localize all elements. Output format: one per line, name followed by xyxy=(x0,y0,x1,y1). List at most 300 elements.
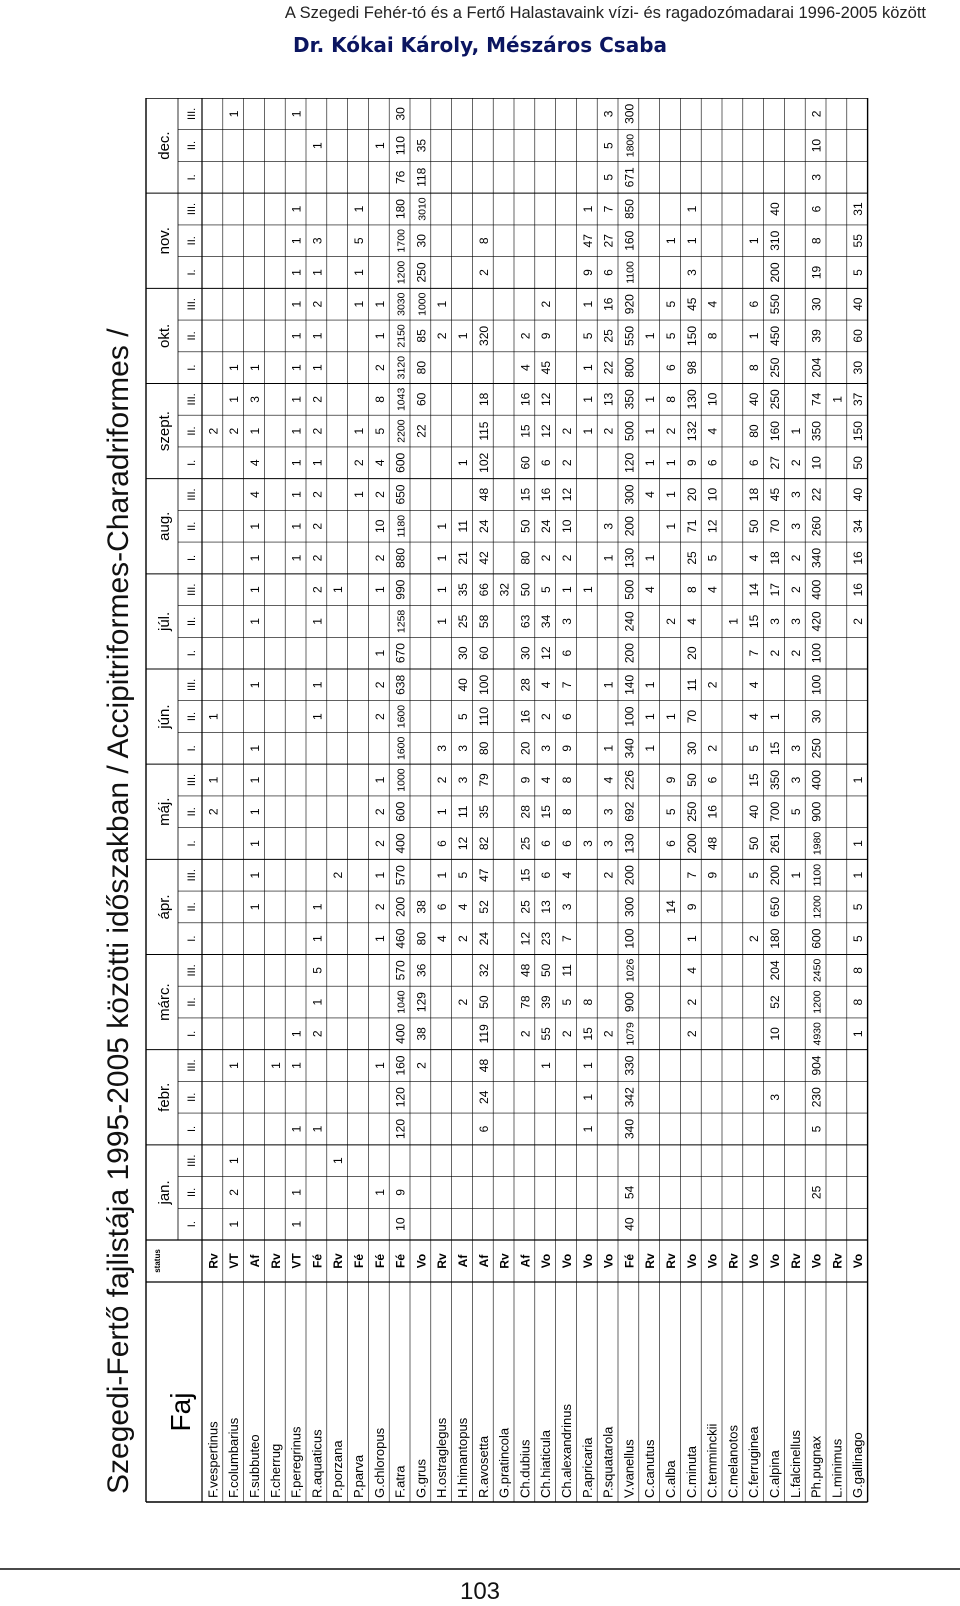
month-header: nov. xyxy=(156,227,173,255)
table-cell: 6 xyxy=(705,459,720,467)
table-cell: 15 xyxy=(747,773,762,787)
table-cell: 120 xyxy=(622,452,637,473)
decade-header: III. xyxy=(186,773,198,787)
table-cell: 6 xyxy=(435,903,450,911)
table-cell: 4 xyxy=(747,713,762,720)
table-cell: 20 xyxy=(684,646,699,660)
table-cell: 1800 xyxy=(624,133,637,158)
status-code: Vo xyxy=(809,1253,824,1269)
table-cell: 4 xyxy=(539,681,554,689)
table-cell: 9 xyxy=(518,776,533,784)
species-name: C.ferruginea xyxy=(746,1426,762,1498)
table-cell: 22 xyxy=(809,487,824,502)
table-cell: 600 xyxy=(809,928,824,949)
table-cell: 4 xyxy=(456,903,470,911)
table-cell: 2 xyxy=(601,427,616,435)
table-cell: 1 xyxy=(248,618,262,625)
decade-header: I. xyxy=(186,745,198,752)
table-cell: 42 xyxy=(476,551,491,565)
table-cell: 1 xyxy=(580,586,595,594)
table-cell: 5 xyxy=(851,935,866,942)
species-name: C.canutus xyxy=(642,1439,658,1498)
table-cell: 1 xyxy=(289,554,304,562)
table-cell: 1700 xyxy=(395,229,408,253)
status-code: Fé xyxy=(393,1253,408,1269)
decade-header: II. xyxy=(186,997,198,1007)
table-cell: 52 xyxy=(768,995,782,1009)
status-code: Rv xyxy=(331,1253,346,1269)
table-cell: 1 xyxy=(684,205,699,213)
table-cell: 1 xyxy=(830,396,845,403)
table-cell: 2 xyxy=(227,1189,242,1196)
status-code: Vo xyxy=(851,1253,866,1269)
species-name: R.aquaticus xyxy=(309,1429,325,1498)
species-name: F.atra xyxy=(392,1465,408,1498)
table-cell: 1 xyxy=(851,776,866,784)
table-cell: 4 xyxy=(705,586,720,594)
month-header: aug. xyxy=(156,511,173,541)
table-cell: 5 xyxy=(539,586,554,594)
decade-header: I. xyxy=(186,269,198,276)
table-cell: 1258 xyxy=(395,609,408,634)
table-cell: 2 xyxy=(539,300,554,308)
table-cell: 3 xyxy=(310,237,325,245)
decade-header: I. xyxy=(186,650,198,657)
table-cell: 340 xyxy=(622,1118,637,1139)
table-cell: 3 xyxy=(560,618,574,625)
table-cell: 1 xyxy=(310,269,325,276)
decade-header: II. xyxy=(186,807,198,817)
status-code: VT xyxy=(289,1253,304,1269)
species-name: C.melanotos xyxy=(725,1425,741,1498)
table-cell: 102 xyxy=(476,452,491,473)
table-cell: 1 xyxy=(372,649,387,657)
table-cell: 100 xyxy=(809,674,824,695)
table-cell: 1 xyxy=(643,332,658,340)
status-code: Fé xyxy=(622,1253,637,1269)
decade-header: I. xyxy=(186,1221,198,1228)
table-cell: 4 xyxy=(643,491,658,498)
table-cell: 15 xyxy=(580,1027,595,1041)
table-cell: 1 xyxy=(289,491,304,498)
table-cell: 1 xyxy=(580,364,595,371)
table-cell: 2 xyxy=(372,364,387,371)
table-cell: 50 xyxy=(747,836,762,851)
table-cell: 25 xyxy=(456,614,470,629)
table-cell: 6 xyxy=(705,776,720,784)
table-cell: 6 xyxy=(560,649,574,657)
table-cell: 2 xyxy=(705,681,720,689)
table-cell: 12 xyxy=(705,519,720,533)
table-cell: 2 xyxy=(476,269,491,276)
table-cell: 10 xyxy=(372,519,387,533)
table-cell: 82 xyxy=(476,836,491,851)
table-cell: 22 xyxy=(414,424,429,438)
table-cell: 1 xyxy=(289,1125,304,1133)
species-name: Ch.alexandrinus xyxy=(559,1404,574,1498)
table-cell: 2 xyxy=(372,554,387,562)
table-cell: 2 xyxy=(601,1030,616,1038)
table-cell: 1 xyxy=(435,586,450,594)
table-cell: 1 xyxy=(331,1157,346,1165)
page-rule xyxy=(0,1568,960,1570)
table-cell: 1 xyxy=(248,522,262,530)
running-head: A Szegedi Fehér-tó és a Fertő Halastavaink vízi- és ragadozómadarai 1996-2005 között xyxy=(284,4,926,22)
table-cell: 1 xyxy=(435,618,450,625)
table-cell: 34 xyxy=(539,614,554,629)
species-name: G.pratincola xyxy=(496,1427,512,1498)
table-cell: 5 xyxy=(352,237,366,245)
authors: Dr. Kókai Károly, Mészáros Csaba xyxy=(292,33,668,57)
table-cell: 2 xyxy=(352,459,366,467)
table-cell: 27 xyxy=(768,456,782,470)
table-cell: 5 xyxy=(456,713,470,720)
table-cell: 400 xyxy=(393,1023,408,1044)
table-cell: 1 xyxy=(435,522,450,530)
table-cell: 80 xyxy=(518,551,533,565)
table-cell: 21 xyxy=(456,551,470,565)
status-code: Fé xyxy=(310,1253,325,1269)
table-cell: 63 xyxy=(518,614,533,629)
table-cell: 1 xyxy=(372,871,387,879)
table-cell: 38 xyxy=(414,900,429,914)
table-cell: 3 xyxy=(456,744,470,752)
table-cell: 1 xyxy=(206,713,221,720)
decade-header: II. xyxy=(186,140,198,151)
table-cell: 3 xyxy=(788,776,803,784)
table-cell: 1 xyxy=(248,840,262,847)
table-cell: 14 xyxy=(747,583,762,597)
table-cell: 800 xyxy=(622,357,637,378)
table-cell: 5 xyxy=(456,871,470,879)
table-cell: 5 xyxy=(809,1125,824,1133)
table-cell: 11 xyxy=(456,805,470,818)
table-cell: 5 xyxy=(560,998,574,1006)
decade-header: III. xyxy=(186,869,198,882)
table-cell: 1600 xyxy=(395,736,408,760)
table-cell: 4 xyxy=(248,459,262,467)
table-cell: 5 xyxy=(601,173,616,181)
table-cell: 28 xyxy=(518,678,533,692)
table-cell: 160 xyxy=(622,230,637,251)
table-cell: 6 xyxy=(476,1125,491,1133)
table-cell: 130 xyxy=(684,389,699,410)
table-cell: 1 xyxy=(248,903,262,911)
table-cell: 3 xyxy=(768,1093,782,1101)
table-cell: 15 xyxy=(747,614,762,629)
table-cell: 6 xyxy=(560,713,574,720)
table-cell: 50 xyxy=(747,519,762,533)
table-cell: 8 xyxy=(476,237,491,245)
table-cell: 1 xyxy=(372,332,387,340)
table-cell: 76 xyxy=(393,170,408,184)
table-cell: 60 xyxy=(518,456,533,470)
species-name: L.minimus xyxy=(829,1438,845,1498)
month-header: ápr. xyxy=(156,894,173,920)
species-name: C.alba xyxy=(663,1460,678,1498)
table-cell: 16 xyxy=(539,487,554,502)
table-cell: 15 xyxy=(539,805,554,819)
decade-header: III. xyxy=(186,298,198,311)
table-cell: 692 xyxy=(622,801,637,822)
decade-header: I. xyxy=(186,935,198,942)
table-cell: 340 xyxy=(622,738,637,759)
table-cell: 1 xyxy=(643,427,658,435)
table-cell: 15 xyxy=(518,424,533,438)
table-cell: 6 xyxy=(601,269,616,276)
table-cell: 4 xyxy=(372,459,387,467)
table-cell: 2 xyxy=(456,998,470,1006)
table-cell: 3 xyxy=(560,903,574,911)
table-cell: 1 xyxy=(268,1062,283,1069)
species-name: F.cherrug xyxy=(267,1443,283,1498)
table-cell: 1 xyxy=(310,903,325,911)
table-cell: 1 xyxy=(289,522,304,530)
table-cell: 2 xyxy=(310,1030,325,1038)
table-cell: 60 xyxy=(851,329,866,343)
table-cell: 2 xyxy=(560,554,574,562)
table-cell: 85 xyxy=(414,329,429,343)
table-cell: 25 xyxy=(518,900,533,914)
table-cell: 2 xyxy=(684,1030,699,1038)
table-cell: 8 xyxy=(560,776,574,784)
table-cell: 1 xyxy=(248,776,262,784)
table-cell: 1040 xyxy=(395,990,408,1014)
table-cell: 4 xyxy=(684,967,699,974)
table-cell: 10 xyxy=(393,1217,408,1231)
table-cell: 350 xyxy=(768,770,782,791)
table-cell: 2 xyxy=(684,998,699,1006)
table-cell: 38 xyxy=(414,1027,429,1041)
table-cell: 1 xyxy=(289,1062,304,1069)
decade-header: II. xyxy=(186,426,198,436)
table-cell: 160 xyxy=(393,1055,408,1076)
table-cell: 35 xyxy=(414,138,429,153)
species-header: Faj xyxy=(165,1392,196,1432)
table-cell: 1 xyxy=(664,522,678,530)
table-cell: 7 xyxy=(560,681,574,689)
status-code: Rv xyxy=(788,1253,803,1269)
table-cell: 4 xyxy=(248,491,262,498)
table-cell: 1100 xyxy=(811,863,824,887)
table-cell: 2 xyxy=(206,427,221,435)
table-cell: 1 xyxy=(352,300,366,308)
table-cell: 66 xyxy=(476,583,491,597)
table-cell: 7 xyxy=(684,871,699,879)
table-cell: 100 xyxy=(809,643,824,664)
species-name: H.himantopus xyxy=(455,1417,470,1498)
table-cell: 1 xyxy=(289,237,304,245)
table-cell: 2 xyxy=(310,554,325,562)
table-cell: 600 xyxy=(393,452,408,473)
table-cell: 1600 xyxy=(395,704,408,729)
decade-header: I. xyxy=(186,840,198,847)
table-cell: 140 xyxy=(622,674,637,695)
table-cell: 1 xyxy=(788,427,803,435)
table-cell: 880 xyxy=(393,547,408,568)
table-cell: 1 xyxy=(352,269,366,276)
table-cell: 1 xyxy=(227,1157,242,1165)
table-cell: 35 xyxy=(456,583,470,597)
table-cell: 2 xyxy=(310,522,325,530)
table-cell: 1 xyxy=(851,1030,866,1038)
table-cell: 1 xyxy=(684,237,699,245)
table-cell: 18 xyxy=(747,487,762,502)
table-cell: 450 xyxy=(768,325,782,346)
table-cell: 8 xyxy=(747,364,762,371)
table-cell: 2 xyxy=(664,618,678,625)
table-cell: 3 xyxy=(788,618,803,625)
table-cell: 8 xyxy=(809,237,824,245)
table-cell: 460 xyxy=(393,928,408,949)
table-cell: 2 xyxy=(435,776,450,784)
table-cell: 48 xyxy=(705,836,720,851)
status-code: Fé xyxy=(352,1253,366,1269)
table-cell: 1 xyxy=(248,808,262,816)
table-cell: 120 xyxy=(393,1087,408,1108)
table-cell: 2 xyxy=(747,935,762,942)
table-cell: 3 xyxy=(788,522,803,530)
table-cell: 25 xyxy=(684,551,699,565)
table-cell: 1 xyxy=(227,110,242,118)
table-cell: 12 xyxy=(456,836,470,851)
table-cell: 30 xyxy=(518,646,533,660)
table-cell: 9 xyxy=(560,744,574,752)
table-cell: 11 xyxy=(684,678,699,692)
table-cell: 2 xyxy=(601,871,616,879)
table-cell: 2 xyxy=(518,332,533,340)
table-cell: 1 xyxy=(664,237,678,245)
table-cell: 5 xyxy=(310,967,325,974)
table-cell: 261 xyxy=(768,833,782,854)
table-cell: 1 xyxy=(372,1062,387,1069)
table-cell: 1 xyxy=(248,427,262,435)
table-cell: 400 xyxy=(809,579,824,600)
table-cell: 1 xyxy=(248,744,262,752)
page-number: 103 xyxy=(459,1578,501,1605)
table-cell: 8 xyxy=(372,396,387,403)
table-cell: 4 xyxy=(518,364,533,371)
species-name: F.columbarius xyxy=(226,1417,242,1498)
table-cell: 700 xyxy=(768,801,782,822)
table-cell: 27 xyxy=(601,234,616,248)
table-cell: 1 xyxy=(352,427,366,435)
table-cell: 300 xyxy=(622,103,637,124)
table-cell: 50 xyxy=(539,963,554,978)
table-cell: 2 xyxy=(560,459,574,467)
decade-header: I. xyxy=(186,364,198,371)
table-cell: 110 xyxy=(476,707,491,727)
table-cell: 550 xyxy=(768,294,782,315)
table-cell: 48 xyxy=(476,487,491,502)
rotated-species-table xyxy=(80,98,880,1540)
species-name: F.peregrinus xyxy=(288,1426,304,1498)
table-cell: 2 xyxy=(705,744,720,752)
table-cell: 119 xyxy=(476,1024,491,1044)
table-cell: 5 xyxy=(851,269,866,276)
table-cell: 1 xyxy=(435,554,450,562)
status-code: Vo xyxy=(747,1253,762,1269)
table-cell: 3 xyxy=(601,522,616,530)
status-code: Fé xyxy=(372,1253,387,1269)
table-cell: 2 xyxy=(851,618,866,625)
table-cell: 8 xyxy=(560,808,574,816)
table-cell: 35 xyxy=(476,805,491,819)
decade-header: III. xyxy=(186,393,198,406)
table-cell: 160 xyxy=(768,421,782,442)
table-cell: 54 xyxy=(622,1185,637,1200)
table-cell: 32 xyxy=(497,583,512,597)
table-cell: 1 xyxy=(372,586,387,594)
table-cell: 120 xyxy=(393,1118,408,1139)
decade-header: I. xyxy=(186,1030,198,1037)
table-cell: 45 xyxy=(539,360,554,375)
month-header: márc. xyxy=(156,983,173,1021)
status-code: Vo xyxy=(539,1253,554,1269)
table-cell: 3 xyxy=(788,744,803,752)
table-cell: 1 xyxy=(435,871,450,879)
table-cell: 250 xyxy=(414,262,429,283)
table-cell: 500 xyxy=(622,579,637,600)
table-cell: 3 xyxy=(788,491,803,498)
table-cell: 6 xyxy=(539,459,554,467)
table-cell: 5 xyxy=(747,871,762,879)
species-name: F.vespertinus xyxy=(205,1421,221,1498)
table-cell: 400 xyxy=(393,833,408,854)
table-cell: 920 xyxy=(622,294,637,315)
table-cell: 5 xyxy=(372,427,387,435)
table-cell: 7 xyxy=(560,935,574,942)
table-cell: 2 xyxy=(560,427,574,435)
table-cell: 1 xyxy=(456,459,470,467)
species-name: C.temminckii xyxy=(704,1423,720,1498)
decade-header: I. xyxy=(186,459,198,466)
table-cell: 31 xyxy=(851,202,866,216)
table-cell: 110 xyxy=(393,136,408,156)
table-cell: 1 xyxy=(601,681,616,689)
table-cell: 2 xyxy=(664,427,678,435)
table-cell: 6 xyxy=(560,840,574,847)
table-cell: 24 xyxy=(539,519,554,533)
table-cell: 1 xyxy=(248,871,262,879)
status-code: Rv xyxy=(643,1253,658,1269)
table-cell: 16 xyxy=(851,551,866,565)
table-cell: 1 xyxy=(289,364,304,371)
decade-header: III. xyxy=(186,202,198,216)
table-cell: 5 xyxy=(747,744,762,752)
table-cell: 1180 xyxy=(395,514,408,538)
table-cell: 1 xyxy=(289,269,304,276)
table-cell: 16 xyxy=(518,392,533,407)
table-cell: 1 xyxy=(248,586,262,594)
table-cell: 3030 xyxy=(395,292,408,316)
table-cell: 5 xyxy=(580,332,595,340)
table-cell: 1 xyxy=(289,205,304,213)
table-cell: 2 xyxy=(372,903,387,911)
table-cell: 20 xyxy=(518,741,533,755)
table-cell: 50 xyxy=(518,519,533,533)
table-cell: 115 xyxy=(476,421,491,441)
table-cell: 150 xyxy=(684,325,699,346)
table-cell: 4 xyxy=(705,300,720,308)
table-cell: 250 xyxy=(809,738,824,759)
table-cell: 3 xyxy=(435,744,450,752)
table-cell: 1 xyxy=(726,618,741,625)
table-cell: 1 xyxy=(664,713,678,720)
status-code: Rv xyxy=(726,1253,741,1269)
table-cell: 650 xyxy=(768,896,782,917)
decade-header: II. xyxy=(186,711,198,722)
